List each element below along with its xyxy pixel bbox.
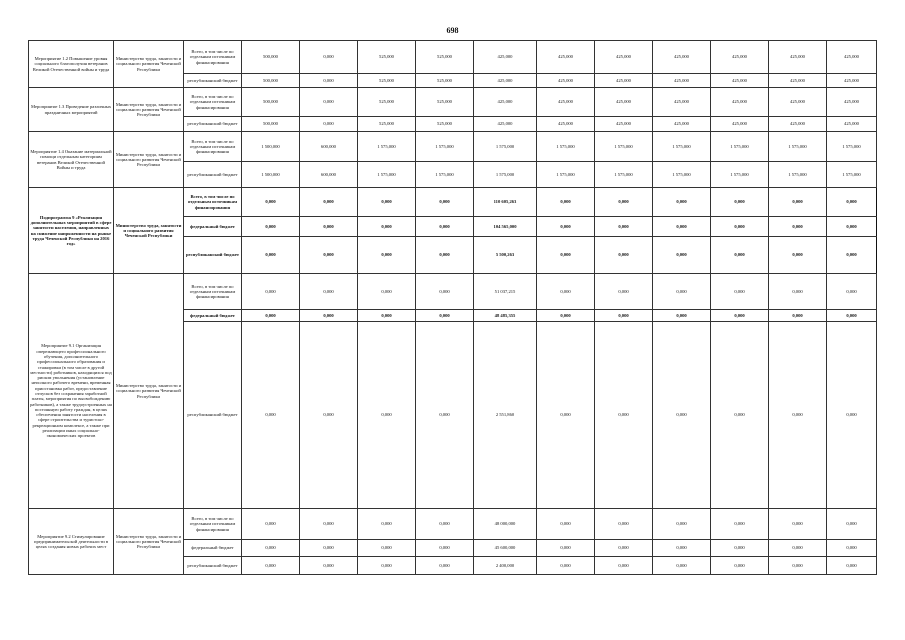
amount-cell: 0,000 bbox=[416, 310, 474, 322]
funding-source-cell: федеральный бюджет bbox=[184, 310, 242, 322]
amount-cell: 0,000 bbox=[358, 310, 416, 322]
funding-source-cell: федеральный бюджет bbox=[184, 540, 242, 557]
amount-cell: 0,000 bbox=[300, 237, 358, 274]
amount-cell: 0,000 bbox=[595, 540, 653, 557]
amount-cell: 0,000 bbox=[537, 310, 595, 322]
amount-cell: 0,000 bbox=[827, 274, 877, 310]
amount-cell: 0,000 bbox=[537, 237, 595, 274]
amount-cell: 0,000 bbox=[416, 188, 474, 217]
amount-cell: 51 037,215 bbox=[474, 274, 537, 310]
amount-cell: 425,000 bbox=[595, 88, 653, 117]
amount-cell: 0,000 bbox=[300, 557, 358, 575]
amount-cell: 0,000 bbox=[358, 557, 416, 575]
amount-cell: 0,000 bbox=[537, 217, 595, 237]
amount-cell: 1 575,000 bbox=[416, 132, 474, 162]
amount-cell: 0,000 bbox=[653, 540, 711, 557]
amount-cell: 0,000 bbox=[358, 540, 416, 557]
amount-cell: 0,000 bbox=[769, 557, 827, 575]
amount-cell: 525,000 bbox=[416, 88, 474, 117]
amount-cell: 0,000 bbox=[653, 188, 711, 217]
amount-cell: 0,000 bbox=[537, 509, 595, 540]
amount-cell: 2 551,860 bbox=[474, 322, 537, 509]
amount-cell: 0,000 bbox=[358, 322, 416, 509]
amount-cell: 525,000 bbox=[416, 41, 474, 74]
amount-cell: 0,000 bbox=[769, 237, 827, 274]
amount-cell: 425,000 bbox=[827, 117, 877, 132]
amount-cell: 0,000 bbox=[416, 540, 474, 557]
amount-cell: 0,000 bbox=[300, 88, 358, 117]
amount-cell: 425,000 bbox=[653, 74, 711, 88]
program-name-cell: Мероприятие 1.4 Оказание материальной помощи отдельным категориям ветеранов Великой Отечественной Войны и труда bbox=[29, 132, 114, 188]
funding-source-cell: республиканский бюджет bbox=[184, 237, 242, 274]
table-row bbox=[29, 88, 877, 117]
amount-cell: 0,000 bbox=[300, 322, 358, 509]
amount-cell: 0,000 bbox=[537, 557, 595, 575]
amount-cell: 5 500,263 bbox=[474, 237, 537, 274]
amount-cell: 0,000 bbox=[416, 237, 474, 274]
amount-cell: 48 000,000 bbox=[474, 509, 537, 540]
amount-cell: 0,000 bbox=[827, 540, 877, 557]
amount-cell: 0,000 bbox=[711, 274, 769, 310]
amount-cell: 1 575,000 bbox=[827, 132, 877, 162]
table-row bbox=[29, 509, 877, 540]
amount-cell: 0,000 bbox=[595, 310, 653, 322]
amount-cell: 0,000 bbox=[358, 274, 416, 310]
amount-cell: 0,000 bbox=[300, 74, 358, 88]
funding-source-cell: Всего, в том числе по отдельным источникам финансирования bbox=[184, 274, 242, 310]
table-body bbox=[29, 41, 877, 575]
amount-cell: 525,000 bbox=[358, 117, 416, 132]
amount-cell: 425,000 bbox=[595, 117, 653, 132]
amount-cell: 0,000 bbox=[653, 237, 711, 274]
amount-cell: 0,000 bbox=[827, 188, 877, 217]
amount-cell: 0,000 bbox=[300, 274, 358, 310]
amount-cell: 425,000 bbox=[653, 88, 711, 117]
executor-cell: Министерство труда, занятости и социального развития Чеченской Республики bbox=[114, 132, 184, 188]
amount-cell: 425,000 bbox=[474, 117, 537, 132]
amount-cell: 0,000 bbox=[769, 310, 827, 322]
amount-cell: 0,000 bbox=[300, 509, 358, 540]
amount-cell: 1 575,000 bbox=[537, 162, 595, 188]
amount-cell: 525,000 bbox=[358, 74, 416, 88]
amount-cell: 1 575,000 bbox=[474, 132, 537, 162]
amount-cell: 104 565,000 bbox=[474, 217, 537, 237]
amount-cell: 0,000 bbox=[358, 237, 416, 274]
amount-cell: 0,000 bbox=[242, 188, 300, 217]
amount-cell: 425,000 bbox=[653, 117, 711, 132]
funding-source-cell: Всего, в том числе по отдельным источникам финансирования bbox=[184, 41, 242, 74]
funding-source-cell: федеральный бюджет bbox=[184, 217, 242, 237]
amount-cell: 2 400,000 bbox=[474, 557, 537, 575]
amount-cell: 425,000 bbox=[769, 41, 827, 74]
program-name-cell: Мероприятие 1.2 Повышение уровня социального благополучия ветеранов Великой Отечественной войны и труда bbox=[29, 41, 114, 88]
funding-source-cell: республиканский бюджет bbox=[184, 557, 242, 575]
amount-cell: 0,000 bbox=[537, 322, 595, 509]
amount-cell: 0,000 bbox=[300, 540, 358, 557]
amount-cell: 0,000 bbox=[653, 274, 711, 310]
executor-cell: Министерство труда, занятости и социального развития Чеченской Республики bbox=[114, 188, 184, 274]
amount-cell: 0,000 bbox=[595, 237, 653, 274]
amount-cell: 1 575,000 bbox=[474, 162, 537, 188]
amount-cell: 425,000 bbox=[827, 88, 877, 117]
amount-cell: 0,000 bbox=[242, 322, 300, 509]
program-name-cell: Мероприятие 1.3 Проведение различных праздничных мероприятий bbox=[29, 88, 114, 132]
amount-cell: 0,000 bbox=[537, 540, 595, 557]
amount-cell: 0,000 bbox=[711, 322, 769, 509]
executor-cell: Министерство труда, занятости и социального развития Чеченской Республики bbox=[114, 274, 184, 509]
amount-cell: 0,000 bbox=[827, 310, 877, 322]
amount-cell: 500,000 bbox=[242, 117, 300, 132]
amount-cell: 1 575,000 bbox=[537, 132, 595, 162]
program-name-cell: Подпрограмма 9 «Реализация дополнительных мероприятий в сфере занятости населения, направленных на снижение напряженности на рынке труда Чеченской Республики на 2016 год» bbox=[29, 188, 114, 274]
amount-cell: 0,000 bbox=[242, 237, 300, 274]
amount-cell: 0,000 bbox=[242, 540, 300, 557]
amount-cell: 525,000 bbox=[358, 41, 416, 74]
amount-cell: 48 485,355 bbox=[474, 310, 537, 322]
funding-source-cell: республиканский бюджет bbox=[184, 322, 242, 509]
amount-cell: 0,000 bbox=[711, 540, 769, 557]
amount-cell: 0,000 bbox=[537, 274, 595, 310]
amount-cell: 425,000 bbox=[769, 74, 827, 88]
amount-cell: 0,000 bbox=[358, 217, 416, 237]
program-name-cell: Мероприятие 9.2 Стимулирование предпринимательской деятельности в целях создания новых рабочих мест bbox=[29, 509, 114, 575]
amount-cell: 0,000 bbox=[300, 217, 358, 237]
amount-cell: 1 575,000 bbox=[595, 132, 653, 162]
amount-cell: 425,000 bbox=[711, 88, 769, 117]
amount-cell: 0,000 bbox=[769, 188, 827, 217]
program-name-cell: Мероприятие 9.1 Организация опережающего профессионального обучения, дополнительного профессионального образования и стажировки (в том числе в другой местности) работников, находящихся под риском увольнения (установление неполного рабочего времени, временная приостановка работ, предоставление отпусков без сохранения заработной платы, мероприятия по высвобождению работников), а также трудоустроенных на постоянную работу граждан, в целях обеспечения занятости населения в сфере строительства и туристско-рекреационном комплексе, а также при реализации иных социально-экономических проектов bbox=[29, 274, 114, 509]
amount-cell: 425,000 bbox=[769, 117, 827, 132]
amount-cell: 425,000 bbox=[474, 88, 537, 117]
amount-cell: 425,000 bbox=[769, 88, 827, 117]
amount-cell: 600,000 bbox=[300, 162, 358, 188]
amount-cell: 0,000 bbox=[827, 217, 877, 237]
amount-cell: 0,000 bbox=[653, 509, 711, 540]
amount-cell: 0,000 bbox=[653, 322, 711, 509]
amount-cell: 500,000 bbox=[242, 88, 300, 117]
amount-cell: 0,000 bbox=[595, 509, 653, 540]
amount-cell: 1 575,000 bbox=[358, 132, 416, 162]
amount-cell: 110 605,263 bbox=[474, 188, 537, 217]
amount-cell: 0,000 bbox=[300, 117, 358, 132]
amount-cell: 525,000 bbox=[358, 88, 416, 117]
amount-cell: 1 575,000 bbox=[595, 162, 653, 188]
funding-source-cell: Всего, в том числе по отдельным источникам финансирования bbox=[184, 132, 242, 162]
amount-cell: 425,000 bbox=[474, 74, 537, 88]
amount-cell: 0,000 bbox=[300, 41, 358, 74]
amount-cell: 0,000 bbox=[769, 217, 827, 237]
funding-source-cell: республиканский бюджет bbox=[184, 117, 242, 132]
amount-cell: 0,000 bbox=[711, 310, 769, 322]
amount-cell: 0,000 bbox=[711, 509, 769, 540]
amount-cell: 425,000 bbox=[711, 74, 769, 88]
amount-cell: 425,000 bbox=[827, 41, 877, 74]
amount-cell: 0,000 bbox=[827, 322, 877, 509]
budget-table bbox=[28, 40, 877, 575]
table-row bbox=[29, 41, 877, 74]
amount-cell: 600,000 bbox=[300, 132, 358, 162]
amount-cell: 1 500,000 bbox=[242, 162, 300, 188]
amount-cell: 0,000 bbox=[358, 188, 416, 217]
amount-cell: 425,000 bbox=[537, 41, 595, 74]
amount-cell: 0,000 bbox=[711, 557, 769, 575]
amount-cell: 0,000 bbox=[242, 217, 300, 237]
amount-cell: 0,000 bbox=[595, 217, 653, 237]
amount-cell: 0,000 bbox=[769, 509, 827, 540]
amount-cell: 425,000 bbox=[653, 41, 711, 74]
amount-cell: 0,000 bbox=[242, 509, 300, 540]
amount-cell: 0,000 bbox=[653, 557, 711, 575]
amount-cell: 0,000 bbox=[653, 217, 711, 237]
table-row bbox=[29, 188, 877, 217]
amount-cell: 0,000 bbox=[300, 310, 358, 322]
amount-cell: 425,000 bbox=[711, 117, 769, 132]
amount-cell: 1 575,000 bbox=[769, 132, 827, 162]
amount-cell: 1 575,000 bbox=[711, 162, 769, 188]
amount-cell: 0,000 bbox=[769, 322, 827, 509]
amount-cell: 0,000 bbox=[827, 237, 877, 274]
amount-cell: 425,000 bbox=[537, 117, 595, 132]
amount-cell: 0,000 bbox=[416, 557, 474, 575]
amount-cell: 0,000 bbox=[242, 557, 300, 575]
amount-cell: 425,000 bbox=[595, 41, 653, 74]
amount-cell: 525,000 bbox=[416, 74, 474, 88]
amount-cell: 1 575,000 bbox=[711, 132, 769, 162]
amount-cell: 0,000 bbox=[595, 188, 653, 217]
amount-cell: 1 575,000 bbox=[827, 162, 877, 188]
amount-cell: 425,000 bbox=[827, 74, 877, 88]
amount-cell: 500,000 bbox=[242, 41, 300, 74]
amount-cell: 0,000 bbox=[711, 188, 769, 217]
amount-cell: 0,000 bbox=[358, 509, 416, 540]
amount-cell: 0,000 bbox=[769, 540, 827, 557]
amount-cell: 0,000 bbox=[242, 310, 300, 322]
amount-cell: 0,000 bbox=[595, 557, 653, 575]
amount-cell: 0,000 bbox=[242, 274, 300, 310]
amount-cell: 525,000 bbox=[416, 117, 474, 132]
amount-cell: 500,000 bbox=[242, 74, 300, 88]
executor-cell: Министерство труда, занятости и социального развития Чеченской Республики bbox=[114, 41, 184, 88]
amount-cell: 1 575,000 bbox=[358, 162, 416, 188]
amount-cell: 0,000 bbox=[300, 188, 358, 217]
amount-cell: 425,000 bbox=[537, 74, 595, 88]
executor-cell: Министерство труда, занятости и социального развития Чеченской Республики bbox=[114, 509, 184, 575]
amount-cell: 425,000 bbox=[537, 88, 595, 117]
amount-cell: 1 575,000 bbox=[416, 162, 474, 188]
executor-cell: Министерство труда, занятости и социального развития Чеченской Республики bbox=[114, 88, 184, 132]
page-number: 698 bbox=[446, 26, 459, 35]
amount-cell: 0,000 bbox=[769, 274, 827, 310]
amount-cell: 1 575,000 bbox=[653, 162, 711, 188]
table-row bbox=[29, 274, 877, 310]
funding-source-cell: Всего, в том числе по отдельным источникам финансирования bbox=[184, 509, 242, 540]
table-row bbox=[29, 132, 877, 162]
amount-cell: 0,000 bbox=[416, 322, 474, 509]
amount-cell: 0,000 bbox=[827, 557, 877, 575]
amount-cell: 1 575,000 bbox=[653, 132, 711, 162]
amount-cell: 0,000 bbox=[595, 322, 653, 509]
amount-cell: 1 500,000 bbox=[242, 132, 300, 162]
amount-cell: 0,000 bbox=[653, 310, 711, 322]
funding-source-cell: Всего, в том числе по отдельным источникам финансирования bbox=[184, 188, 242, 217]
amount-cell: 425,000 bbox=[474, 41, 537, 74]
funding-source-cell: республиканский бюджет bbox=[184, 162, 242, 188]
amount-cell: 0,000 bbox=[827, 509, 877, 540]
funding-source-cell: республиканский бюджет bbox=[184, 74, 242, 88]
amount-cell: 0,000 bbox=[595, 274, 653, 310]
amount-cell: 1 575,000 bbox=[769, 162, 827, 188]
amount-cell: 45 600,000 bbox=[474, 540, 537, 557]
amount-cell: 0,000 bbox=[416, 274, 474, 310]
amount-cell: 0,000 bbox=[711, 217, 769, 237]
amount-cell: 425,000 bbox=[711, 41, 769, 74]
amount-cell: 0,000 bbox=[537, 188, 595, 217]
amount-cell: 0,000 bbox=[416, 509, 474, 540]
amount-cell: 0,000 bbox=[416, 217, 474, 237]
amount-cell: 425,000 bbox=[595, 74, 653, 88]
amount-cell: 0,000 bbox=[711, 237, 769, 274]
funding-source-cell: Всего, в том числе по отдельным источникам финансирования bbox=[184, 88, 242, 117]
